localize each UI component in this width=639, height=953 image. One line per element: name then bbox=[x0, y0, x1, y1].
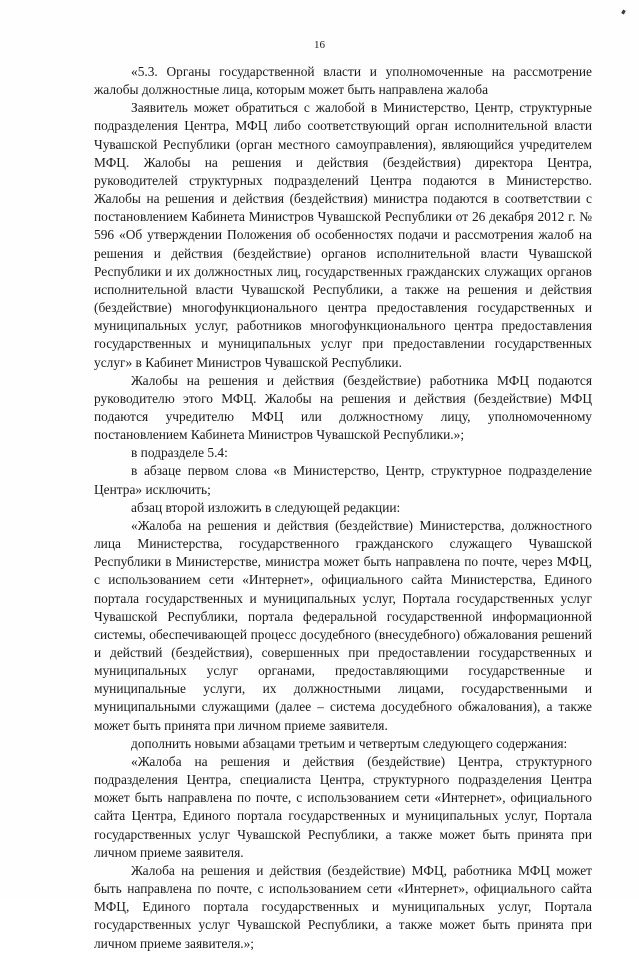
paragraph-ministry-complaint: «Жалоба на решения и действия (бездействие) Министерства, должностного лица Министерства, государственного гражданского служащего Чувашской Республики в Министерстве, министра может быть направлена по почте, через МФЦ, с использованием сети «Интернет», официального сайта Министерства, Единого портала государственных и муниципальных услуг, Портала государственных услуг Чувашской Республики, портала федеральной государственной информационной системы, обеспечивающей процесс досудебного (внесудебного) обжалования решений и действий (бездействия), совершенных при предоставлении государственных и муниципальных услуг органами, предоставляющими государственные и муниципальные услуги, их должностными лицами, государственными и муниципальными служащими (далее – система досудебного обжалования), а также может быть принята при личном приеме заявителя. bbox=[94, 517, 592, 733]
scan-mark bbox=[621, 10, 626, 15]
paragraph-subsection-ref: в подразделе 5.4: bbox=[131, 445, 228, 461]
paragraph-complaint-recipients: Заявитель может обратиться с жалобой в Министерство, Центр, структурные подразделения Центра, МФЦ либо соответствующий орган исполнительной власти Чувашской Республики (орган местного самоуправления), являющийся учредителем МФЦ. Жалобы на решения и действия (бездействия) директора Центра, руководителей структурных подразделений Центра подаются в Министерство. Жалобы на решения и действия (бездействия) министра подаются в соответствии с постановлением Кабинета Министров Чувашской Республики от 26 декабря 2012 г. № 596 «Об утверждении Положения об особенностях подачи и рассмотрения жалоб на решения и действия (бездействие) органов исполнительной власти Чувашской Республики и их должностных лиц, государственных гражданских служащих органов исполнительной власти Чувашской Республики, а также на решения и действия (бездействие) многофункционального центра предоставления государственных и муниципальных услуг, работников многофункционального центра предоставления государственных и муниципальных услуг при предоставлении государственных услуг» в Кабинет Министров Чувашской Республики. bbox=[94, 100, 592, 370]
paragraph-mfc-complaint: Жалоба на решения и действия (бездействие) МФЦ, работника МФЦ может быть направлена по почте, с использованием сети «Интернет», официального сайта МФЦ, Единого портала государственных и муниципальных услуг, Портала государственных услуг Чувашской Республики, а также может быть принята при личном приеме заявителя.»; bbox=[94, 862, 592, 951]
paragraph-first-abzac: в абзаце первом слова «в Министерство, Центр, структурное подразделение Центра» исключить; bbox=[94, 463, 592, 497]
paragraph-center-complaint: «Жалоба на решения и действия (бездействие) Центра, структурного подразделения Центра, специалиста Центра, структурного подразделения Центра может быть направлена по почте, с использованием сети «Интернет», официального сайта Центра, Единого портала государственных и муниципальных услуг, Портала государственных услуг Чувашской Республики, а также может быть принята при личном приеме заявителя. bbox=[94, 753, 592, 860]
paragraph-mfc-complaints: Жалобы на решения и действия (бездействие) работника МФЦ подаются руководителю этого МФЦ. Жалобы на решения и действия (бездействие) МФЦ подаются учредителю МФЦ или должностному лицу, уполномоченному постановлением Кабинета Министров Чувашской Республики.»; bbox=[94, 372, 592, 443]
document-body bbox=[94, 63, 592, 953]
paragraph-second-abzac: абзац второй изложить в следующей редакции: bbox=[131, 499, 401, 515]
paragraph-add-abzacs: дополнить новыми абзацами третьим и четвертым следующего содержания: bbox=[131, 735, 568, 751]
page-number: 16 bbox=[314, 39, 325, 51]
paragraph-section-heading: «5.3. Органы государственной власти и уполномоченные на рассмотрение жалобы должностные лица, которым может быть направлена жалоба bbox=[94, 64, 592, 98]
